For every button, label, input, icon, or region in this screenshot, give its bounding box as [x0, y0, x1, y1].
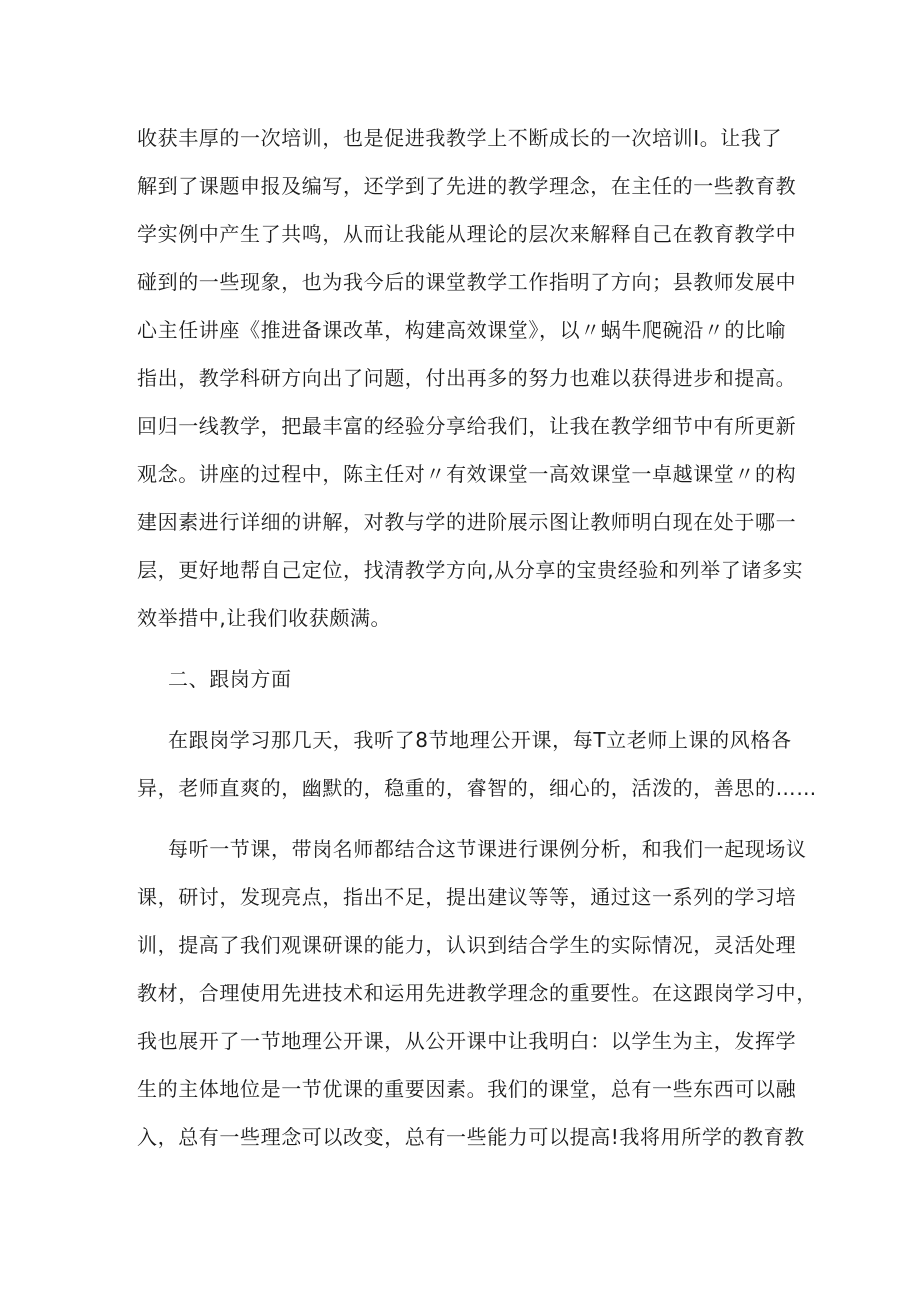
paragraph-line: 心主任讲座《推进备课改革，构建高效课堂》，以〃蜗牛爬碗沿〃的比喻 [137, 318, 787, 342]
paragraph-line: 收获丰厚的一次培训，也是促进我教学上不断成长的一次培训Ⅰ。让我了 [137, 126, 783, 150]
paragraph-line: 异，老师直爽的，幽默的，稳重的，睿智的，细心的，活泼的，善思的…… [137, 776, 817, 800]
paragraph-line: 教材，合理使用先进技术和运用先进教学理念的重要性。在这跟岗学习中， [137, 981, 817, 1005]
section-heading: 二、跟岗方面 [168, 667, 292, 691]
paragraph-line: 生的主体地位是一节优课的重要因素。我们的课堂，总有一些东西可以融 [137, 1077, 797, 1101]
paragraph-line: 训，提高了我们观课研课的能力，认识到结合学生的实际情况，灵活处理 [137, 933, 797, 957]
paragraph-line: 每听一节课，带岗名师都结合这节课进行课例分析，和我们一起现场议 [168, 837, 807, 861]
paragraph-line: 在跟岗学习那几天，我听了8节地理公开课，每T立老师上课的风格各 [168, 728, 792, 752]
paragraph-line: 层，更好地帮自己定位，找清教学方向,从分享的宝贵经验和列举了诸多实 [137, 558, 804, 582]
paragraph-line: 回归一线教学，把最丰富的经验分享给我们，让我在教学细节中有所更新 [137, 414, 797, 438]
paragraph-line: 建因素进行详细的讲解，对教与学的进阶展示图让教师明白现在处于哪一 [137, 510, 797, 534]
paragraph-line: 解到了课题申报及编写，还学到了先进的教学理念，在主任的一些教育教 [137, 174, 797, 198]
paragraph-line: 指出，教学科研方向出了问题，付出再多的努力也难以获得进步和提高。 [137, 366, 797, 390]
paragraph-line: 课，研讨，发现亮点，指出不足，提出建议等等，通过这一系列的学习培 [137, 885, 797, 909]
paragraph-line: 入，总有一些理念可以改变，总有一些能力可以提高!我将用所学的教育教 [137, 1125, 805, 1149]
paragraph-line: 碰到的一些现象，也为我今后的课堂教学工作指明了方向；县教师发展中 [137, 270, 797, 294]
paragraph-line: 学实例中产生了共鸣，从而让我能从理论的层次来解释自己在教育教学中 [137, 222, 797, 246]
paragraph-line: 我也展开了一节地理公开课，从公开课中让我明白：以学生为主，发挥学 [137, 1029, 797, 1053]
paragraph-line: 效举措中,让我们收获颇满。 [137, 606, 392, 630]
paragraph-line: 观念。讲座的过程中，陈主任对〃有效课堂一高效课堂一卓越课堂〃的构 [137, 462, 797, 486]
